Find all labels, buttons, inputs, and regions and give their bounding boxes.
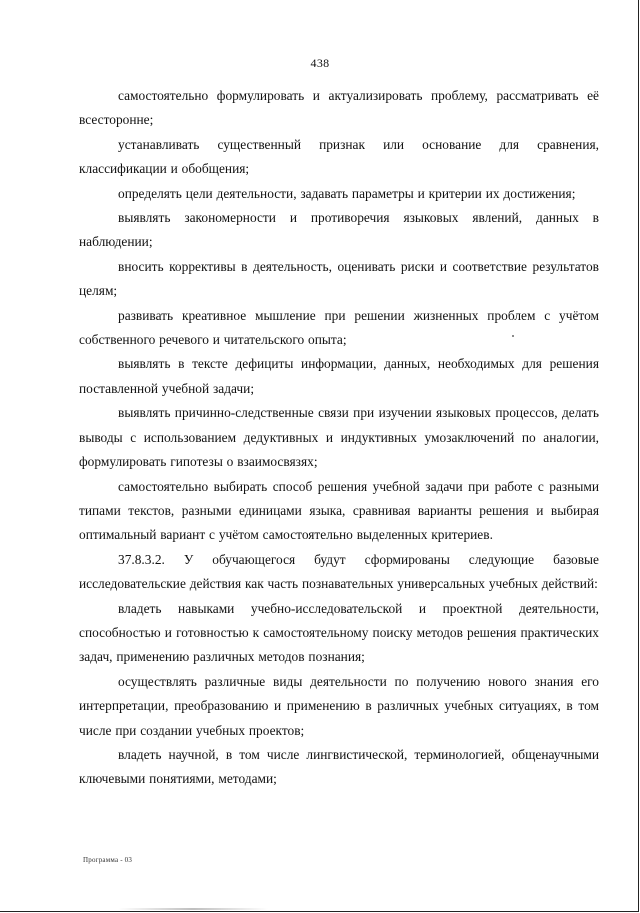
- page-footer: Программа - 03: [83, 856, 133, 864]
- paragraph: выявлять причинно-следственные связи при изучении языковых процессов, делать выводы с использованием дедуктивных и индуктивных умозаключений по аналогии, формулировать гипотезы о взаимосвязях;: [79, 405, 599, 470]
- paragraph: развивать креативное мышление при решении жизненных проблем с учётом собственного речевого и читательского опыта;: [79, 307, 599, 348]
- paragraph: владеть навыками учебно-исследовательской и проектной деятельности, способностью и готовностью к самостоятельному поиску методов решения практических задач, применению различных методов познания;: [79, 600, 599, 665]
- paragraph: владеть научной, в том числе лингвистической, терминологией, общенаучными ключевыми понятиями, методами;: [79, 746, 599, 787]
- paragraph: самостоятельно формулировать и актуализировать проблему, рассматривать её всесторонне;: [79, 88, 599, 128]
- paragraph: устанавливать существенный признак или основание для сравнения, классификации и обобщения;: [79, 136, 599, 177]
- paragraph: самостоятельно выбирать способ решения учебной задачи при работе с разными типами текстов, разными единицами языка, сравнивая варианты решения и выбирая оптимальный вариант с учётом самостоятельно выделенных критериев.: [79, 478, 599, 543]
- paragraph: выявлять в тексте дефициты информации, данных, необходимых для решения поставленной учебной задачи;: [79, 356, 599, 396]
- scan-smudge: [118, 908, 268, 910]
- document-body: [79, 84, 599, 792]
- section-paragraph: 37.8.3.2. У обучающегося будут сформированы следующие базовые исследовательские действия как часть познавательных универсальных учебных действий:: [79, 551, 599, 592]
- paragraph: вносить коррективы в деятельность, оценивать риски и соответствие результатов целям;: [79, 258, 599, 299]
- paragraph: выявлять закономерности и противоречия языковых явлений, данных в наблюдении;: [79, 210, 599, 250]
- paragraph: определять цели деятельности, задавать параметры и критерии их достижения;: [118, 185, 576, 201]
- page-number: 438: [310, 56, 330, 70]
- scan-speck: [512, 335, 514, 337]
- paragraph: осуществлять различные виды деятельности по получению нового знания его интерпретации, преобразованию и применению в различных учебных ситуациях, в том числе при создании учебных проектов;: [79, 673, 599, 738]
